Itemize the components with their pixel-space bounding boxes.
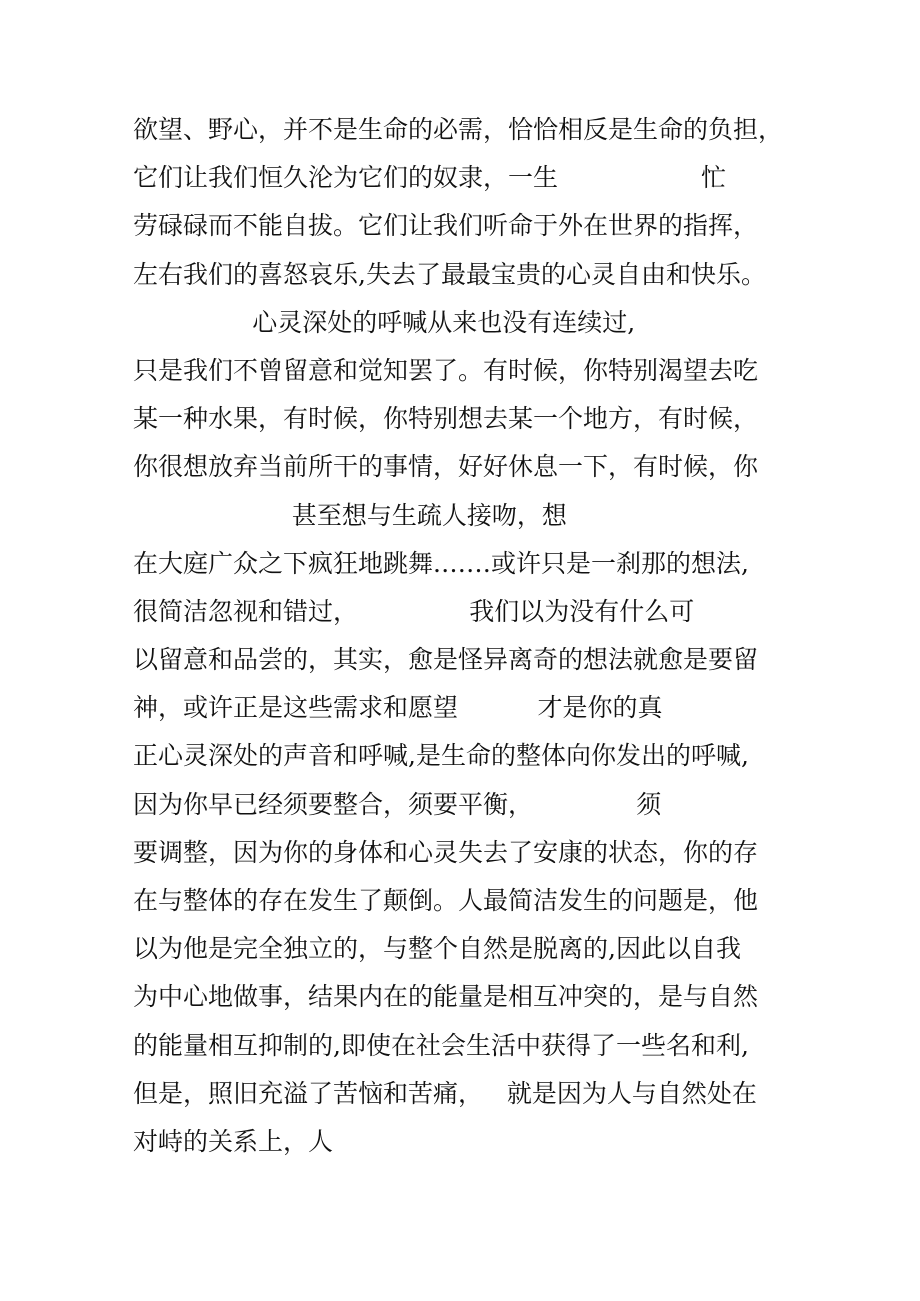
text-line: 因为你早已经须要整合，须要平衡， 须 <box>133 789 662 819</box>
text-line: 神，或许正是这些需求和愿望 才是你的真 <box>133 693 663 723</box>
text-line: 劳碌碌而不能自拔。它们让我们听命于外在世界的指挥， <box>133 211 759 241</box>
text-line: 在与整体的存在发生了颠倒。人最简洁发生的问题是，他 <box>133 886 759 915</box>
text-line: 以留意和品尝的，其实，愈是怪异离奇的想法就愈是要留 <box>133 645 759 675</box>
body-text <box>133 106 793 1166</box>
text-line: 某一种水果，有时候，你特别想去某一个地方，有时候， <box>133 404 759 434</box>
text-line: 你很想放弃当前所干的事情，好好休息一下，有时候，你 <box>133 452 759 482</box>
text-line: 在大庭广众之下疯狂地跳舞.……或许只是一刹那的想法, <box>133 548 749 578</box>
text-line: 要调整，因为你的身体和心灵失去了安康的状态，你的存 <box>133 837 759 867</box>
text-line: 心灵深处的呼喊从来也没有连续过, <box>133 307 636 337</box>
text-line: 欲望、野心，并不是生命的必需，恰恰相反是生命的负担， <box>133 115 784 144</box>
text-line: 为中心地做事，结果内在的能量是相互冲突的，是与自然 <box>133 982 759 1012</box>
text-line: 但是，照旧充溢了苦恼和苦痛， 就是因为人与自然处在 <box>133 1078 757 1108</box>
text-line: 很简洁忽视和错过， 我们以为没有什么可 <box>133 596 695 626</box>
text-line: 正心灵深处的声音和呼喊,是生命的整体向你发出的呼喊, <box>133 741 749 771</box>
text-line: 对峙的关系上，人 <box>133 1126 334 1156</box>
text-line: 它们让我们恒久沦为它们的奴隶，一生 忙 <box>133 163 727 193</box>
text-line: 的能量相互抑制的,即使在社会生活中获得了一些名和利, <box>133 1030 749 1060</box>
text-line: 只是我们不曾留意和觉知罢了。有时候，你特别渴望去吃 <box>133 355 759 385</box>
text-line: 以为他是完全独立的，与整个自然是脱离的,因此以自我 <box>133 934 741 964</box>
text-line: 左右我们的喜怒哀乐,失去了最最宝贵的心灵自由和快乐。 <box>133 259 766 289</box>
text-line: 甚至想与生疏人接吻，想 <box>133 500 567 530</box>
